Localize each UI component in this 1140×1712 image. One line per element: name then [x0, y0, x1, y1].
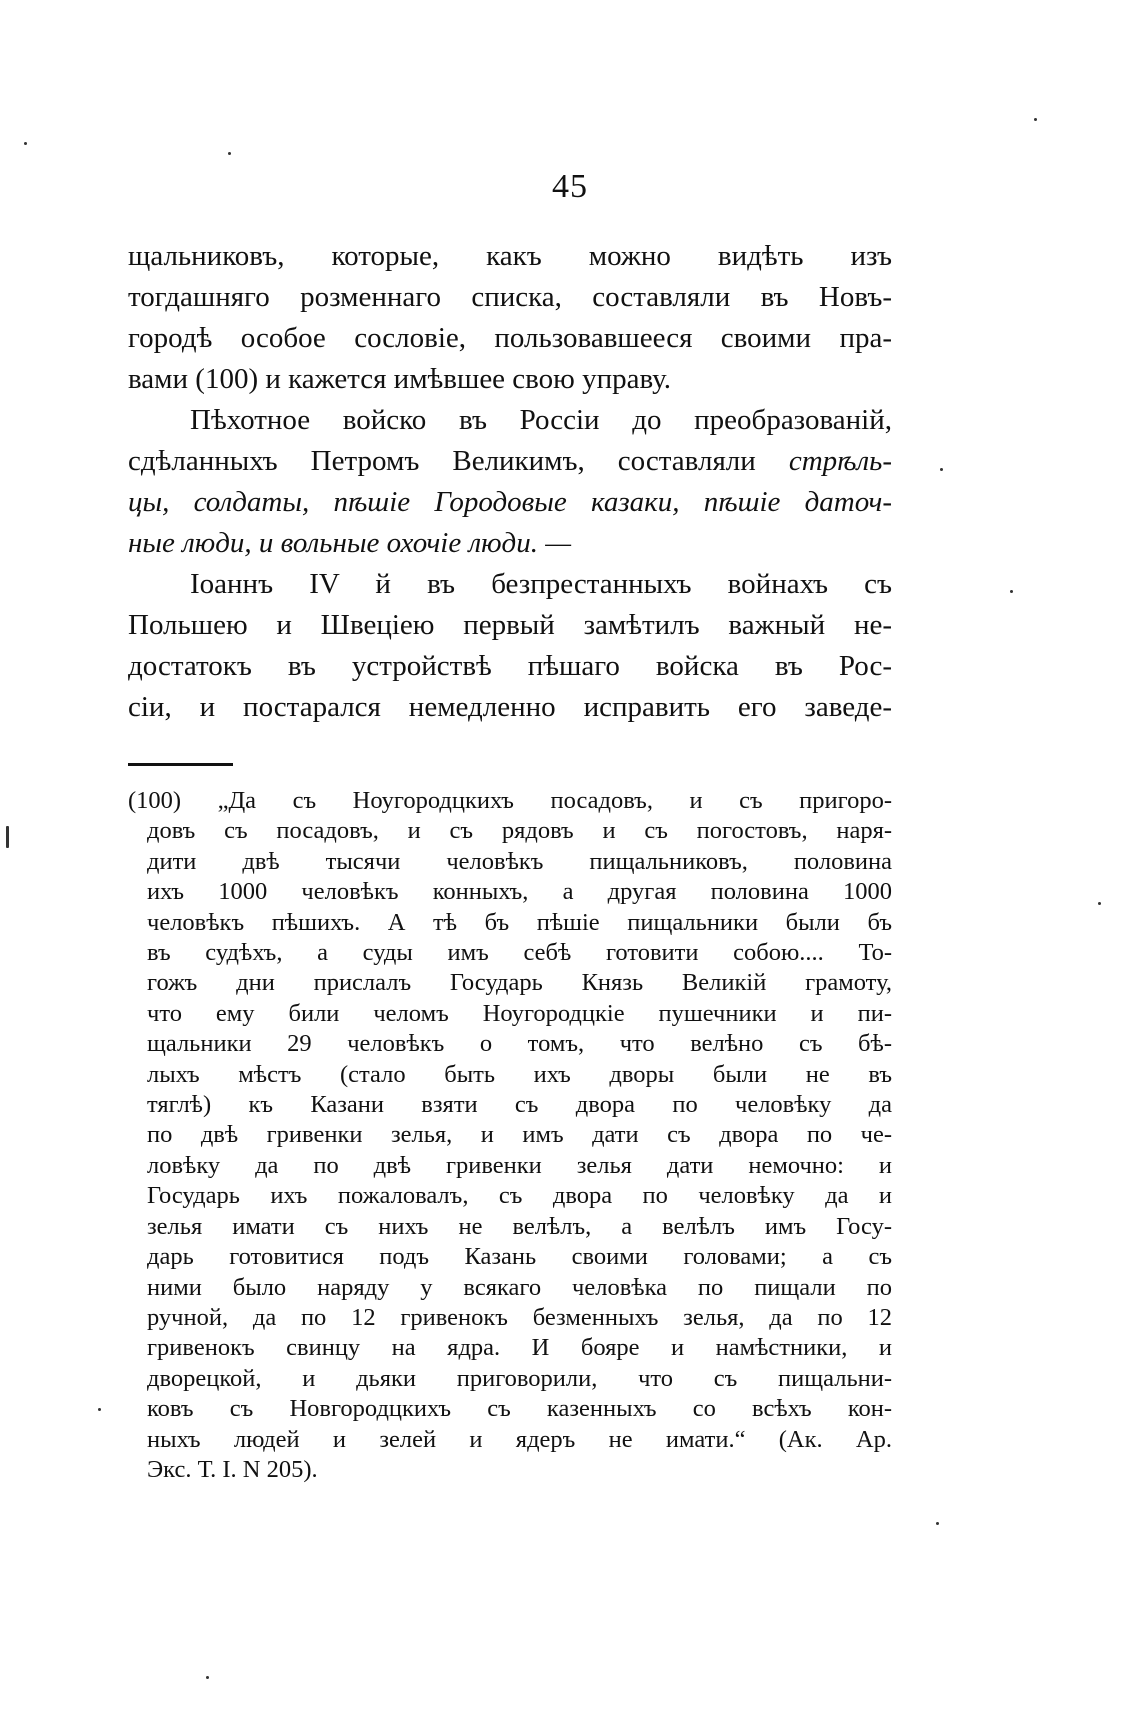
text-line: вами (100) и кажется имѣвшее свою управу. — [128, 363, 672, 395]
main-text — [128, 236, 892, 728]
footnote-line: тяглѣ) къ Казани взяти съ двора по человѣку да — [147, 1091, 892, 1119]
speck — [6, 826, 9, 848]
text-line — [128, 441, 892, 482]
paragraph-1 — [128, 236, 892, 400]
text-line — [128, 482, 892, 523]
footnote-line: что ему били челомъ Ноугородцкіе пушечники и пи- — [147, 999, 892, 1027]
text-line-part: Пѣхотное войско въ Россіи до преобразованій, — [190, 404, 892, 436]
footnote-divider — [128, 763, 233, 766]
text-line: сіи, и постарался немедленно исправить его заведе- — [128, 691, 892, 723]
footnote-line: по двѣ гривенки зелья, и имъ дати съ двора по че- — [147, 1121, 892, 1149]
speck — [1098, 902, 1101, 905]
footnote-line: гожъ дни прислалъ Государь Князь Великій грамоту, — [147, 969, 892, 997]
speck — [940, 468, 943, 471]
footnote-line: ними было наряду у всякаго человѣка по пищали по — [147, 1273, 892, 1301]
text-line: Іоаннъ IV й въ безпрестанныхъ войнахъ съ — [190, 568, 892, 600]
italic-text: цы, солдаты, пѣшіе Городовые казаки, пѣшіе даточ- — [128, 486, 892, 518]
footnote-line: довъ съ посадовъ, и съ рядовъ и съ погостовъ, наря- — [147, 817, 892, 845]
footnote-line: ныхъ людей и зелей и ядеръ не имати.“ (Ак. Ар. — [147, 1425, 892, 1453]
speck — [24, 142, 27, 145]
footnote-line: Государь ихъ пожаловалъ, съ двора по человѣку да и — [147, 1182, 892, 1210]
footnote-line: Экс. Т. І. N 205). — [147, 1455, 318, 1483]
footnote-line: (100) „Да съ Ноугородцкихъ посадовъ, и съ пригоро- — [128, 787, 892, 814]
footnote-line: ручной, да по 12 гривенокъ безменныхъ зелья, да по 12 — [147, 1303, 892, 1331]
speck — [936, 1522, 939, 1525]
footnote-line: дити двѣ тысячи человѣкъ пищальниковъ, половина — [147, 847, 892, 875]
footnote-line: лыхъ мѣстъ (стало быть ихъ дворы были не въ — [147, 1060, 892, 1088]
text-line-part: сдѣланныхъ Петромъ Великимъ, составляли — [128, 445, 756, 477]
italic-text: ные люди, и вольные охочіе люди. — — [128, 527, 572, 559]
footnote-line: зелья имати съ нихъ не велѣлъ, а велѣлъ имъ Госу- — [147, 1212, 892, 1240]
footnote-line: щальники 29 человѣкъ о томъ, что велѣно съ бѣ- — [147, 1030, 892, 1058]
footnote-line: ловѣку да по двѣ гривенки зелья дати немочно: и — [147, 1151, 892, 1179]
speck — [228, 152, 231, 155]
text-line: достатокъ въ устройствѣ пѣшаго войска въ Рос- — [128, 650, 892, 682]
text-line: щальниковъ, которые, какъ можно видѣть изъ — [128, 240, 892, 272]
text-line: Польшею и Швеціею первый замѣтилъ важный не- — [128, 609, 892, 641]
text-line: городѣ особое сословіе, пользовавшееся своими пра- — [128, 322, 892, 354]
speck — [206, 1676, 209, 1679]
text-line — [128, 523, 892, 564]
text-line — [128, 400, 892, 441]
paragraph-3 — [128, 564, 892, 728]
footnote-line: человѣкъ пѣшихъ. А тѣ бъ пѣшіе пищальники были бъ — [147, 908, 892, 936]
footnote-line: въ судѣхъ, а суды имъ себѣ готовити собою.... То- — [147, 939, 892, 967]
footnote-line: дарь готовитися подъ Казань своими головами; а съ — [147, 1243, 892, 1271]
footnote — [128, 786, 892, 1485]
footnote-line: гривенокъ свинцу на ядра. И бояре и намѣстники, и — [147, 1334, 892, 1362]
speck — [1010, 590, 1013, 593]
speck — [98, 1408, 101, 1411]
italic-text: стрѣль- — [788, 445, 893, 477]
footnote-line: ковъ съ Новгородцкихъ съ казенныхъ со всѣхъ кон- — [147, 1395, 892, 1423]
footnote-line: ихъ 1000 человѣкъ конныхъ, а другая половина 1000 — [147, 878, 892, 906]
paragraph-2 — [128, 400, 892, 564]
speck — [1034, 118, 1037, 121]
text-line: тогдашняго розменнаго списка, составляли въ Новъ- — [128, 281, 892, 313]
footnote-line: дворецкой, и дьяки приговорили, что съ пищальни- — [147, 1364, 892, 1392]
page-number: 45 — [552, 168, 588, 205]
